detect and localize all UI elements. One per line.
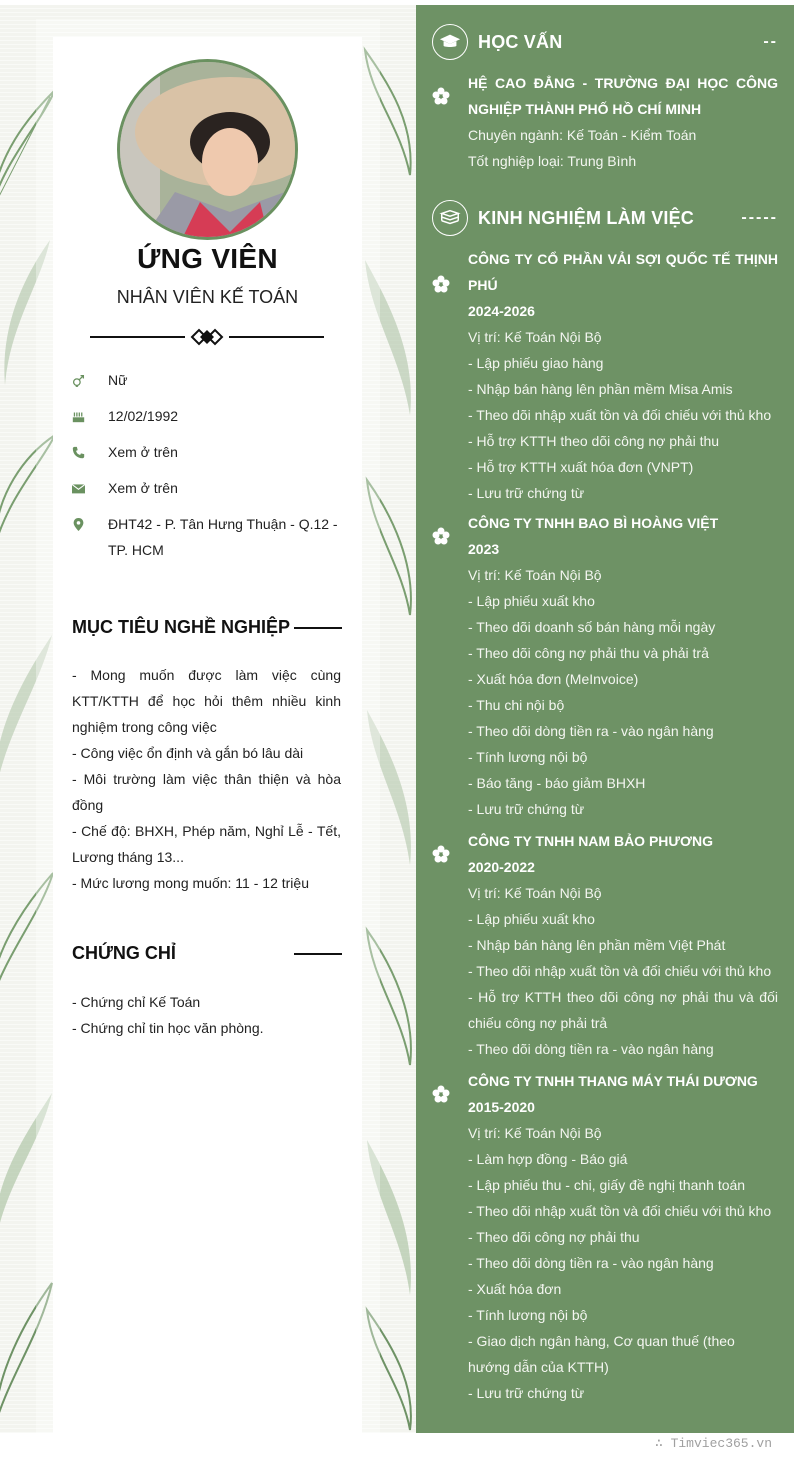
- company-name: CÔNG TY CỔ PHẦN VẢI SỢI QUỐC TẾ THỊNH PHÚ: [468, 251, 778, 293]
- email-value: Xem ở trên: [108, 480, 178, 496]
- job-line: Vị trí: Kế Toán Nội Bộ: [468, 885, 602, 901]
- map-pin-icon: [72, 511, 108, 537]
- company-name: CÔNG TY TNHH BAO BÌ HOÀNG VIỆT: [468, 515, 719, 531]
- avatar: [117, 59, 298, 240]
- flower-bullet-icon: [432, 87, 450, 105]
- address-value: ĐHT42 - P. Tân Hưng Thuận - Q.12 - TP. HCM: [108, 516, 338, 558]
- watermark: ∴ Timviec365.vn: [654, 1436, 772, 1451]
- school-name: HỆ CAO ĐẲNG - TRƯỜNG ĐẠI HỌC CÔNG NGHIỆP THÀNH PHỐ HỒ CHÍ MINH: [468, 75, 778, 117]
- heading-dashes: -----: [741, 209, 778, 226]
- certificates-title: CHỨNG CHỈ: [72, 943, 176, 963]
- objective-line: - Công việc ổn định và gắn bó lâu dài: [72, 745, 304, 761]
- certificates-heading: [72, 943, 342, 964]
- experience-entry: [432, 1068, 778, 1406]
- info-email: [72, 475, 342, 501]
- job-line: - Theo dõi công nợ phải thu: [468, 1229, 640, 1245]
- name-divider: [90, 327, 324, 347]
- job-line: Vị trí: Kế Toán Nội Bộ: [468, 1125, 602, 1141]
- birthday-value: 12/02/1992: [108, 408, 179, 424]
- job-line: - Theo dõi nhập xuất tồn và đối chiếu với thủ kho: [468, 407, 772, 423]
- candidate-name: ỨNG VIÊN: [137, 243, 278, 274]
- right-column: [416, 5, 794, 1433]
- job-line: Vị trí: Kế Toán Nội Bộ: [468, 567, 602, 583]
- flower-bullet-icon: [432, 845, 450, 863]
- job-period: 2015-2020: [468, 1099, 535, 1115]
- personal-info-list: [72, 367, 342, 573]
- experience-entry: [432, 246, 778, 506]
- objective-heading: [72, 617, 342, 638]
- objective-line: - Chế độ: BHXH, Phép năm, Nghỉ Lễ - Tết, Lương tháng 13...: [72, 823, 341, 865]
- objective-line: - Mức lương mong muốn: 11 - 12 triệu: [72, 875, 309, 891]
- job-line: - Theo dõi doanh số bán hàng mỗi ngày: [468, 619, 716, 635]
- job-period: 2024-2026: [468, 303, 535, 319]
- info-birthday: [72, 403, 342, 429]
- job-line: - Lưu trữ chứng từ: [468, 1385, 585, 1401]
- job-line: - Lưu trữ chứng từ: [468, 801, 585, 817]
- job-line: - Thu chi nội bộ: [468, 697, 565, 713]
- birthday-cake-icon: [72, 403, 108, 429]
- candidate-photo: [120, 62, 298, 240]
- gender-value: Nữ: [108, 372, 128, 388]
- objective-title: MỤC TIÊU NGHỀ NGHIỆP: [72, 617, 291, 637]
- company-name: CÔNG TY TNHH THANG MÁY THÁI DƯƠNG: [468, 1073, 758, 1089]
- heading-rule: [294, 953, 342, 955]
- job-title: NHÂN VIÊN KẾ TOÁN: [116, 287, 299, 307]
- heading-dashes: --: [763, 33, 778, 50]
- education-grade: Tốt nghiệp loại: Trung Bình: [468, 153, 637, 169]
- job-line: - Lập phiếu xuất kho: [468, 593, 595, 609]
- flower-bullet-icon: [432, 275, 450, 293]
- education-major: Chuyên ngành: Kế Toán - Kiểm Toán: [468, 127, 697, 143]
- job-line: Vị trí: Kế Toán Nội Bộ: [468, 329, 602, 345]
- job-line: - Hỗ trợ KTTH theo dõi công nợ phải thu: [468, 433, 720, 449]
- job-line: - Lập phiếu xuất kho: [468, 911, 595, 927]
- cv-page: [0, 5, 800, 1433]
- certificates-text: [72, 989, 341, 1041]
- experience-heading: [432, 200, 778, 236]
- objective-line: - Môi trường làm việc thân thiện và hòa đồng: [72, 771, 341, 813]
- experience-title: KINH NGHIỆM LÀM VIỆC: [478, 207, 695, 228]
- job-line: - Lập phiếu giao hàng: [468, 355, 604, 371]
- job-line: - Nhập bán hàng lên phần mềm Misa Amis: [468, 381, 733, 397]
- job-line: - Theo dõi dòng tiền ra - vào ngân hàng: [468, 1255, 714, 1271]
- experience-entry: [432, 828, 778, 1062]
- books-stack-icon: [432, 200, 468, 236]
- experience-entry: [432, 510, 778, 822]
- info-address: [72, 511, 342, 563]
- job-line: - Lưu trữ chứng từ: [468, 485, 585, 501]
- job-period: 2023: [468, 541, 500, 557]
- envelope-icon: [72, 475, 108, 501]
- info-gender: [72, 367, 342, 393]
- diamond-ornament-icon: [190, 327, 224, 347]
- phone-value: Xem ở trên: [108, 444, 178, 460]
- job-line: - Hỗ trợ KTTH xuất hóa đơn (VNPT): [468, 459, 694, 475]
- job-line: - Làm hợp đồng - Báo giá: [468, 1151, 628, 1167]
- job-line: - Theo dõi nhập xuất tồn và đối chiếu với thủ kho: [468, 1203, 772, 1219]
- job-period: 2020-2022: [468, 859, 535, 875]
- job-line: - Giao dịch ngân hàng, Cơ quan thuế (theo hướng dẫn của KTTH): [468, 1333, 735, 1375]
- job-line: - Xuất hóa đơn (MeInvoice): [468, 671, 639, 687]
- graduation-cap-icon: [432, 24, 468, 60]
- job-line: - Tính lương nội bộ: [468, 1307, 588, 1323]
- education-entry: [432, 70, 778, 174]
- objective-line: - Mong muốn được làm việc cùng KTT/KTTH để học hỏi thêm nhiều kinh nghiệm trong công việc: [72, 667, 341, 735]
- job-line: - Theo dõi dòng tiền ra - vào ngân hàng: [468, 1041, 714, 1057]
- certificate-line: - Chứng chỉ Kế Toán: [72, 994, 201, 1010]
- phone-icon: [72, 439, 108, 465]
- flower-bullet-icon: [432, 1085, 450, 1103]
- flower-bullet-icon: [432, 527, 450, 545]
- job-line: - Theo dõi dòng tiền ra - vào ngân hàng: [468, 723, 714, 739]
- education-heading: [432, 24, 778, 60]
- job-line: - Nhập bán hàng lên phần mềm Việt Phát: [468, 937, 726, 953]
- objective-text: [72, 662, 341, 896]
- job-line: - Báo tăng - báo giảm BHXH: [468, 775, 646, 791]
- company-name: CÔNG TY TNHH NAM BẢO PHƯƠNG: [468, 833, 713, 849]
- job-line: - Hỗ trợ KTTH theo dõi công nợ phải thu và đối chiếu công nợ phải trả: [468, 989, 778, 1031]
- job-line: - Tính lương nội bộ: [468, 749, 588, 765]
- education-title: HỌC VẤN: [478, 31, 563, 52]
- certificate-line: - Chứng chỉ tin học văn phòng.: [72, 1020, 264, 1036]
- job-line: - Theo dõi nhập xuất tồn và đối chiếu với thủ kho: [468, 963, 772, 979]
- gender-icon: [72, 367, 108, 393]
- job-line: - Lập phiếu thu - chi, giấy đề nghị thanh toán: [468, 1177, 746, 1193]
- job-line: - Theo dõi công nợ phải thu và phải trả: [468, 645, 709, 661]
- heading-rule: [294, 627, 342, 629]
- job-line: - Xuất hóa đơn: [468, 1281, 562, 1297]
- info-phone: [72, 439, 342, 465]
